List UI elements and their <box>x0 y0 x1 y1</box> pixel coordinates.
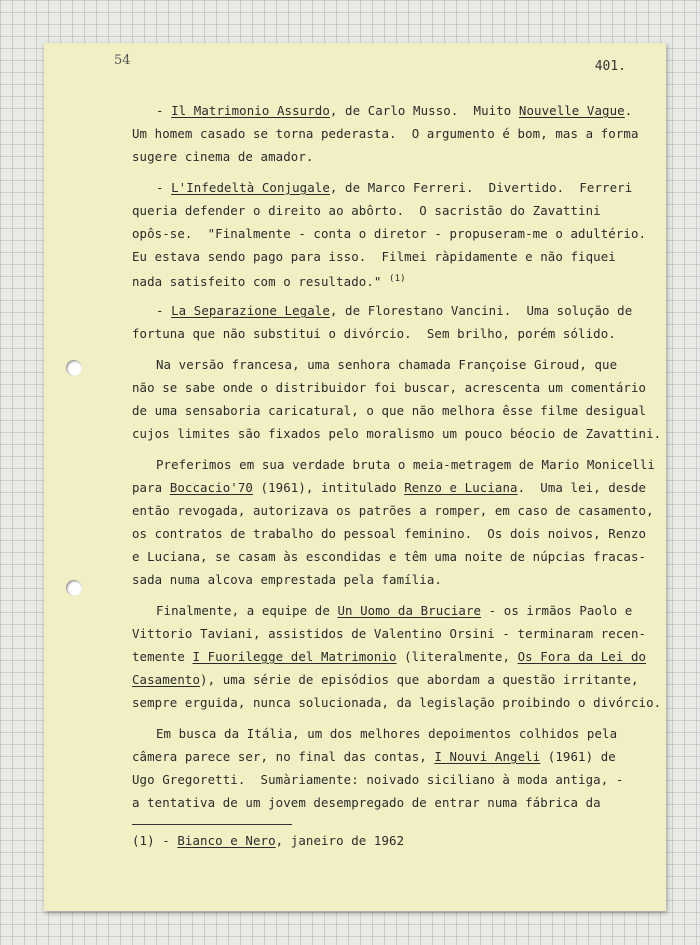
text-run: - os irmãos Paolo e <box>481 603 633 618</box>
text-line <box>132 645 652 668</box>
paragraph <box>132 453 655 591</box>
footnote-marker: (1) <box>389 274 406 284</box>
text-line <box>132 522 652 545</box>
text-run: para <box>132 480 170 495</box>
text-run: Finalmente, a equipe de <box>156 603 338 618</box>
punch-hole-bottom <box>66 580 82 596</box>
text-line <box>132 791 652 814</box>
text-line <box>132 691 662 714</box>
underlined-title: La Separazione Legale <box>171 303 330 318</box>
underlined-title: Nouvelle Vague <box>518 103 625 118</box>
text-run: . <box>624 103 633 118</box>
text-run: (1961), intitulado <box>252 480 405 495</box>
paragraph <box>132 353 662 445</box>
text-line <box>132 145 652 168</box>
text-run: e Luciana, se casam às escondidas e têm uma noite de núpcias fracas- <box>132 549 647 564</box>
text-line <box>132 499 652 522</box>
footnote-rule <box>132 824 292 825</box>
text-run: - <box>156 103 172 118</box>
text-run: Um homem casado se torna pederasta. O argumento é bom, mas a forma <box>132 126 639 141</box>
paragraph <box>132 99 652 168</box>
text-run: , janeiro de 1962 <box>275 833 405 848</box>
text-run: Em busca da Itália, um dos melhores depoimentos colhidos pela <box>156 726 618 741</box>
text-run: sada numa alcova emprestada pela família. <box>132 572 442 587</box>
underlined-title: Boccacio'70 <box>169 480 253 495</box>
text-run: de uma sensaboria caricatural, o que não melhora êsse filme desigual <box>132 403 647 418</box>
text-run: Na versão francesa, uma senhora chamada Françoise Giroud, que <box>156 357 618 372</box>
underlined-title: Il Matrimonio Assurdo <box>171 103 330 118</box>
text-run: , de Florestano Vancini. Uma solução de <box>329 303 633 318</box>
text-line <box>132 245 652 268</box>
text-run: temente <box>132 649 193 664</box>
text-line <box>132 299 652 322</box>
underlined-title: I Nouvi Angeli <box>434 749 541 764</box>
text-run: opôs-se. "Finalmente - conta o diretor - propuseram-me o adultério. <box>132 226 647 241</box>
text-line <box>132 322 652 345</box>
text-run: cujos limites são fixados pelo moralismo um pouco béocio de Zavattini. <box>132 426 662 441</box>
text-run: fortuna que não substitui o divórcio. Sem brilho, porém sólido. <box>132 326 616 341</box>
body-text <box>132 99 662 852</box>
text-line <box>132 768 652 791</box>
text-run: (1) - <box>132 833 178 848</box>
text-run: ), uma série de episódios que abordam a questão irritante, <box>200 672 639 687</box>
paragraph <box>132 722 652 814</box>
text-line <box>132 668 652 691</box>
text-line <box>132 599 652 622</box>
text-run: não se sabe onde o distribuidor foi buscar, acrescenta um comentário <box>132 380 647 395</box>
text-run: câmera parece ser, no final das contas, <box>132 749 435 764</box>
text-line <box>132 199 652 222</box>
text-run: . Uma lei, desde <box>517 480 647 495</box>
text-line <box>132 222 652 245</box>
paragraph <box>132 299 652 345</box>
footnote <box>132 829 652 852</box>
text-run: - <box>156 180 172 195</box>
text-line <box>132 453 655 476</box>
paragraph-gap <box>132 445 652 453</box>
underlined-title: Renzo e Luciana <box>404 480 518 495</box>
text-line <box>132 622 652 645</box>
paragraph-gap <box>132 591 652 599</box>
underlined-title: Casamento <box>132 672 201 687</box>
underlined-title: I Fuorilegge del Matrimonio <box>192 649 397 664</box>
typed-page-number: 401. <box>594 59 626 74</box>
text-run: a tentativa de um jovem desempregado de entrar numa fábrica da <box>132 795 601 810</box>
underlined-title: Bianco e Nero <box>177 833 276 848</box>
text-run: queria defender o direito ao abôrto. O sacristão do Zavattini <box>132 203 601 218</box>
text-run: então revogada, autorizava os patrões a romper, em caso de casamento, <box>132 503 654 518</box>
text-run: , de Marco Ferreri. Divertido. Ferreri <box>329 180 633 195</box>
text-line <box>132 268 652 291</box>
text-line <box>132 745 652 768</box>
underlined-title: Os Fora da Lei do <box>517 649 647 664</box>
text-run: (1961) de <box>540 749 616 764</box>
text-run: Eu estava sendo pago para isso. Filmei ràpidamente e não fiquei <box>132 249 616 264</box>
punch-hole-top <box>66 360 82 376</box>
underlined-title: Un Uomo da Bruciare <box>337 603 482 618</box>
paragraph-list <box>132 99 662 814</box>
paragraph <box>132 176 652 291</box>
paragraph-gap <box>132 345 652 353</box>
text-run: os contratos de trabalho do pessoal feminino. Os dois noivos, Renzo <box>132 526 647 541</box>
text-line <box>132 722 652 745</box>
text-line <box>132 99 652 122</box>
text-line <box>132 353 652 376</box>
text-run: sempre erguida, nunca solucionada, da legislação proibindo o divórcio. <box>132 695 662 710</box>
text-run: - <box>156 303 172 318</box>
text-line <box>132 376 652 399</box>
paragraph-gap <box>132 291 652 299</box>
paragraph <box>132 599 662 714</box>
text-run: sugere cinema de amador. <box>132 149 314 164</box>
paragraph-gap <box>132 714 652 722</box>
typed-page <box>44 43 666 911</box>
text-run: nada satisfeito com o resultado." <box>132 274 390 290</box>
text-run: (literalmente, <box>396 649 518 664</box>
text-line <box>132 545 652 568</box>
handwritten-page-number: 54 <box>114 53 131 68</box>
text-line <box>132 568 652 591</box>
text-line <box>132 476 652 499</box>
text-run: Ugo Gregoretti. Sumàriamente: noivado siciliano à moda antiga, - <box>132 772 624 787</box>
text-line <box>132 399 652 422</box>
underlined-title: L'Infedeltà Conjugale <box>171 180 330 195</box>
text-run: , de Carlo Musso. Muito <box>329 103 519 118</box>
text-line <box>132 422 662 445</box>
text-run: Preferimos em sua verdade bruta o meia-metragem de Mario Monicelli <box>156 457 655 472</box>
text-line <box>132 122 652 145</box>
text-line <box>132 176 652 199</box>
text-run: Vittorio Taviani, assistidos de Valentino Orsini - terminaram recen- <box>132 626 647 641</box>
paragraph-gap <box>132 168 652 176</box>
